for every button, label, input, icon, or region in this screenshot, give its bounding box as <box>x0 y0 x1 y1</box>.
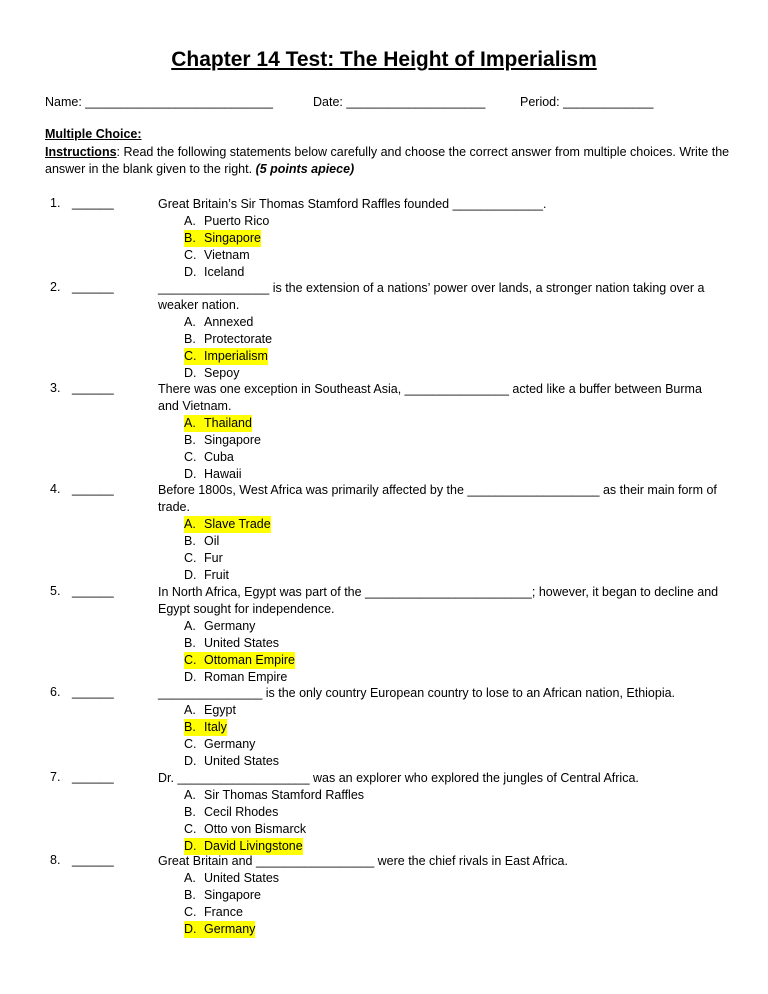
question-number: 3. <box>50 381 61 395</box>
option-text: France <box>204 905 243 919</box>
option-text: Protectorate <box>204 332 273 346</box>
answer-option <box>184 415 252 432</box>
answer-option <box>184 466 242 483</box>
option-letter: C. <box>184 822 197 836</box>
question-stem: Great Britain and _________________ were the chief rivals in East Africa. <box>158 854 568 868</box>
option-letter: A. <box>184 516 204 533</box>
option-text: Roman Empire <box>204 670 288 684</box>
option-text: Germany <box>204 619 256 633</box>
option-text: Vietnam <box>204 248 250 262</box>
answer-blank: ______ <box>72 482 114 496</box>
question-stem: Dr. ___________________ was an explorer who explored the jungles of Central Africa. <box>158 771 639 785</box>
option-letter: A. <box>184 415 204 432</box>
answer-option <box>184 213 269 230</box>
option-letter: D. <box>184 921 204 938</box>
option-letter: D. <box>184 467 197 481</box>
question-number: 1. <box>50 196 61 210</box>
answer-option <box>184 870 279 887</box>
instructions-text: : Read the following statements below carefully and choose the correct answer from multiple choices. Write the answer in the blank given to the right. <box>45 145 730 176</box>
answer-option <box>184 550 223 567</box>
answer-option <box>184 921 255 938</box>
question-number: 6. <box>50 685 61 699</box>
question-stem: ________________ is the extension of a nations’ power over lands, a stronger nation taking over a weaker nation. <box>158 281 705 312</box>
option-letter: C. <box>184 551 197 565</box>
option-letter: B. <box>184 805 196 819</box>
answer-blank: ______ <box>72 381 114 395</box>
answer-option <box>184 331 272 348</box>
option-text: Fruit <box>204 568 229 582</box>
question-stem: In North Africa, Egypt was part of the ________________________; however, it began to decline and Egypt sought for independence. <box>158 585 719 616</box>
option-text: Annexed <box>204 315 254 329</box>
option-text: Germany <box>204 737 256 751</box>
answer-option <box>184 804 278 821</box>
answer-option <box>184 702 236 719</box>
option-letter: A. <box>184 703 196 717</box>
option-text: Singapore <box>204 231 261 245</box>
option-text: United States <box>204 636 280 650</box>
answer-option <box>184 821 306 838</box>
option-text: Imperialism <box>204 349 268 363</box>
option-letter: C. <box>184 652 204 669</box>
option-text: United States <box>204 754 280 768</box>
option-letter: C. <box>184 737 197 751</box>
option-text: Otto von Bismarck <box>204 822 307 836</box>
answer-option <box>184 533 219 550</box>
name-field: Name: ___________________________ <box>45 95 273 109</box>
option-letter: B. <box>184 230 204 247</box>
answer-option <box>184 652 295 669</box>
instructions-label: Instructions <box>45 145 117 159</box>
option-letter: A. <box>184 871 196 885</box>
answer-option <box>184 264 244 281</box>
answer-blank: ______ <box>72 196 114 210</box>
option-letter: C. <box>184 450 197 464</box>
option-letter: C. <box>184 905 197 919</box>
answer-blank: ______ <box>72 770 114 784</box>
option-text: Egypt <box>204 703 236 717</box>
answer-option <box>184 516 271 533</box>
answer-option <box>184 348 268 365</box>
option-text: Cecil Rhodes <box>204 805 279 819</box>
period-field: Period: _____________ <box>520 95 654 109</box>
answer-option <box>184 618 255 635</box>
option-text: Puerto Rico <box>204 214 270 228</box>
option-text: Thailand <box>204 416 252 430</box>
option-text: Iceland <box>204 265 245 279</box>
option-letter: C. <box>184 348 204 365</box>
option-text: Slave Trade <box>204 517 271 531</box>
question-stem: Great Britain’s Sir Thomas Stamford Raffles founded _____________. <box>158 197 547 211</box>
option-letter: A. <box>184 315 196 329</box>
answer-option <box>184 904 243 921</box>
answer-option <box>184 247 250 264</box>
answer-option <box>184 432 261 449</box>
option-letter: D. <box>184 568 197 582</box>
question-number: 4. <box>50 482 61 496</box>
option-letter: B. <box>184 719 204 736</box>
question-number: 2. <box>50 280 61 294</box>
section-heading: Multiple Choice: <box>45 127 142 141</box>
option-text: Sepoy <box>204 366 240 380</box>
answer-option <box>184 669 287 686</box>
answer-option <box>184 736 255 753</box>
option-letter: B. <box>184 534 196 548</box>
answer-option <box>184 567 229 584</box>
answer-blank: ______ <box>72 853 114 867</box>
option-letter: D. <box>184 265 197 279</box>
question-stem: _______________ is the only country European country to lose to an African nation, Ethiopia. <box>158 686 676 700</box>
option-text: Singapore <box>204 888 261 902</box>
option-text: Fur <box>204 551 223 565</box>
option-text: United States <box>204 871 280 885</box>
answer-blank: ______ <box>72 280 114 294</box>
option-letter: A. <box>184 788 196 802</box>
option-letter: B. <box>184 636 196 650</box>
option-text: Cuba <box>204 450 234 464</box>
option-letter: B. <box>184 888 196 902</box>
option-text: Germany <box>204 922 256 936</box>
option-letter: D. <box>184 754 197 768</box>
points-note: (5 points apiece) <box>255 162 355 176</box>
page-title: Chapter 14 Test: The Height of Imperialism <box>171 48 597 71</box>
answer-option <box>184 314 253 331</box>
option-letter: B. <box>184 332 196 346</box>
option-letter: C. <box>184 248 197 262</box>
option-letter: A. <box>184 619 196 633</box>
answer-blank: ______ <box>72 584 114 598</box>
option-text: Ottoman Empire <box>204 653 296 667</box>
question-number: 7. <box>50 770 61 784</box>
answer-option <box>184 787 364 804</box>
option-text: Oil <box>204 534 220 548</box>
answer-option <box>184 449 234 466</box>
option-text: Hawaii <box>204 467 242 481</box>
option-letter: D. <box>184 366 197 380</box>
option-letter: D. <box>184 838 204 855</box>
option-letter: D. <box>184 670 197 684</box>
answer-option <box>184 753 279 770</box>
question-number: 8. <box>50 853 61 867</box>
option-text: Singapore <box>204 433 261 447</box>
question-stem: Before 1800s, West Africa was primarily affected by the ___________________ as their main form of trade. <box>158 483 717 514</box>
option-text: David Livingstone <box>204 839 303 853</box>
answer-blank: ______ <box>72 685 114 699</box>
question-stem: There was one exception in Southeast Asia, _______________ acted like a buffer between Burma and Vietnam. <box>158 382 702 413</box>
answer-option <box>184 887 261 904</box>
date-field: Date: ____________________ <box>313 95 486 109</box>
answer-option <box>184 230 261 247</box>
answer-option <box>184 365 239 382</box>
answer-option <box>184 635 279 652</box>
option-letter: B. <box>184 433 196 447</box>
option-text: Italy <box>204 720 227 734</box>
option-text: Sir Thomas Stamford Raffles <box>204 788 365 802</box>
question-number: 5. <box>50 584 61 598</box>
instructions <box>45 144 735 178</box>
answer-option <box>184 719 227 736</box>
option-letter: A. <box>184 214 196 228</box>
